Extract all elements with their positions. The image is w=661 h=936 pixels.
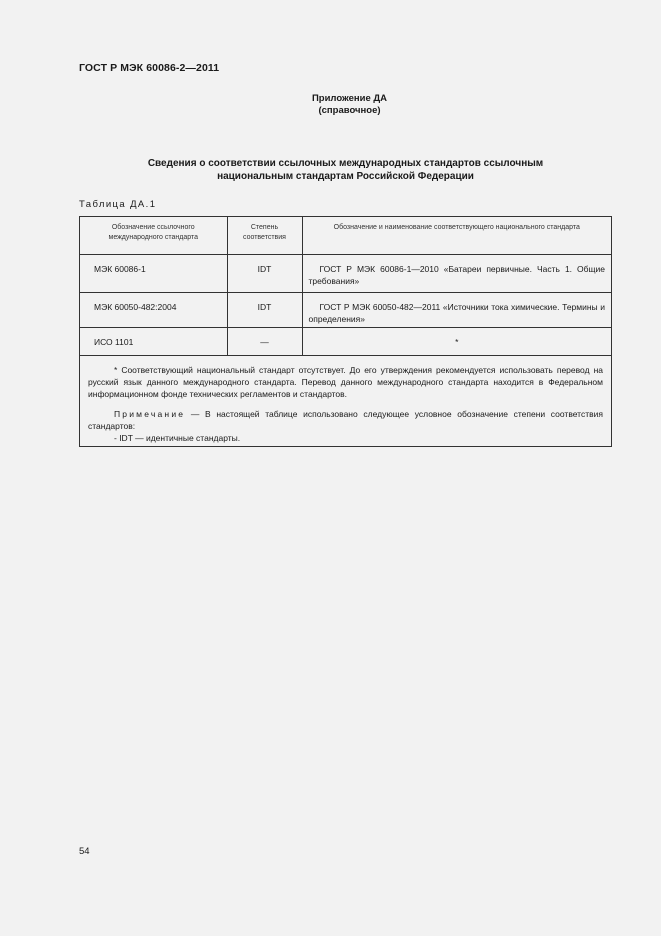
note-label: Примечание bbox=[114, 408, 186, 419]
national-standard-cell: ГОСТ Р МЭК 60086-1—2010 «Батареи первичные. Часть 1. Общие требования» bbox=[308, 263, 605, 286]
section-heading bbox=[80, 157, 611, 183]
appendix-title: Приложение ДА bbox=[311, 93, 388, 104]
table-row bbox=[80, 254, 611, 292]
page-number: 54 bbox=[79, 846, 90, 857]
appendix-subtitle: (справочное) bbox=[318, 105, 381, 116]
heading-line-1: Сведения о соответствии ссылочных международных стандартов ссылочным bbox=[147, 158, 544, 169]
footnote: * Соответствующий национальный стандарт отсутствует. До его утверждения рекомендуется использовать перевод на русский язык данного международного стандарта. Перевод данного международного стандарта находится в Федеральном информационном фонде технических регламентов и стандартов. bbox=[88, 364, 603, 399]
national-standard-cell: * bbox=[455, 336, 459, 347]
comparison-table-frame bbox=[79, 216, 612, 447]
appendix-block bbox=[0, 93, 661, 117]
table-footnotes bbox=[80, 356, 611, 444]
intl-standard-cell: ИСО 1101 bbox=[94, 336, 134, 347]
table-row bbox=[80, 327, 611, 355]
note-text: — В настоящей таблице использовано следующее условное обозначение степени соответствия стандартов: bbox=[88, 408, 603, 431]
document-code: ГОСТ Р МЭК 60086-2—2011 bbox=[79, 62, 220, 74]
header-intl-standard: Обозначение ссылочного международного стандарта bbox=[80, 217, 227, 254]
national-standard-cell: ГОСТ Р МЭК 60050-482—2011 «Источники тока химические. Термины и определения» bbox=[308, 301, 605, 324]
comparison-table bbox=[80, 217, 611, 356]
note-item: - IDT — идентичные стандарты. bbox=[114, 432, 241, 443]
table-row bbox=[80, 292, 611, 327]
degree-cell: IDT bbox=[257, 301, 272, 312]
header-degree: Степень соответствия bbox=[227, 217, 302, 254]
table-label: Таблица ДА.1 bbox=[79, 199, 157, 210]
intl-standard-cell: МЭК 60086-1 bbox=[94, 263, 146, 274]
degree-cell: — bbox=[260, 336, 269, 347]
header-national-standard: Обозначение и наименование соответствующего национального стандарта bbox=[302, 217, 611, 254]
heading-line-2: национальным стандартам Российской Федерации bbox=[217, 171, 474, 182]
note bbox=[88, 408, 603, 432]
degree-cell: IDT bbox=[257, 263, 272, 274]
intl-standard-cell: МЭК 60050-482:2004 bbox=[94, 301, 177, 312]
